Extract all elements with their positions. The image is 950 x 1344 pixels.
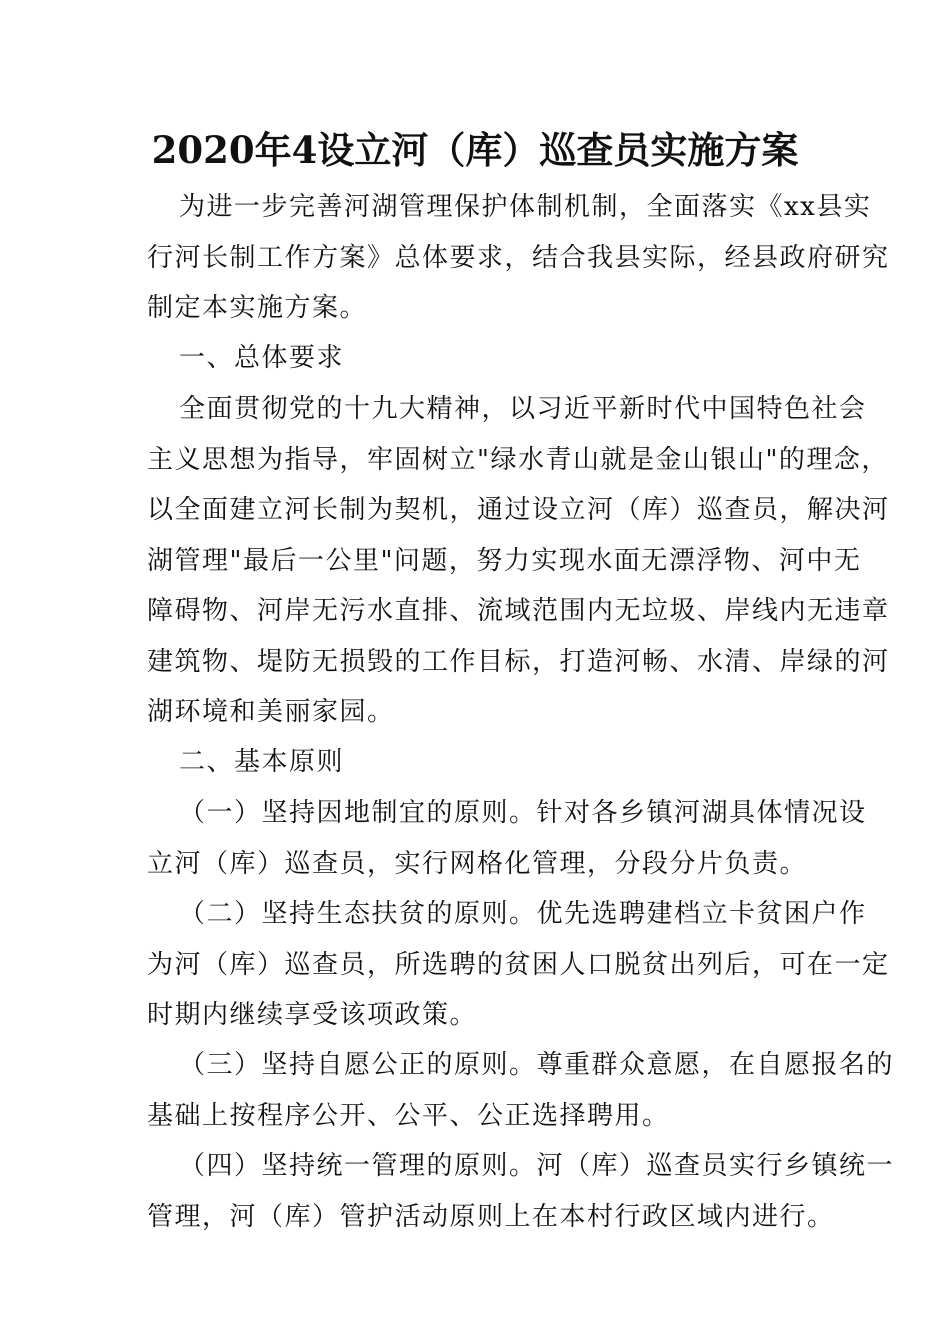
text-line: （三）坚持自愿公正的原则。尊重群众意愿，在自愿报名的 — [179, 1050, 895, 1080]
text-line: 基础上按程序公开、公平、公正选择聘用。 — [147, 1100, 670, 1131]
heading-text: 一、总体要求 — [179, 343, 345, 373]
text-line: 行河长制工作方案》总体要求，结合我县实际，经县政府研究 — [147, 242, 890, 273]
paragraph-principle-4 — [147, 1141, 895, 1242]
text-line: 主义思想为指导，牢固树立"绿水青山就是金山银山"的理念， — [147, 444, 889, 475]
document-title: 2020年4设立河（库）巡查员实施方案 — [151, 128, 799, 172]
paragraph-intro — [147, 182, 890, 334]
section-heading-basic-principles — [147, 737, 817, 788]
section-heading-general-requirements — [147, 333, 817, 384]
text-line: 时期内继续享受该项政策。 — [147, 1000, 478, 1030]
text-line: 障碍物、河岸无污水直排、流域范围内无垃圾、岸线内无违章 — [147, 596, 890, 626]
text-line: 以全面建立河长制为契机，通过设立河（库）巡查员，解决河 — [147, 495, 890, 525]
text-line: 立河（库）巡查员，实行网格化管理，分段分片负责。 — [147, 848, 808, 879]
text-line: 管理，河（库）管护活动原则上在本村行政区域内进行。 — [147, 1201, 835, 1232]
text-line: （四）坚持统一管理的原则。河（库）巡查员实行乡镇统一 — [179, 1151, 895, 1181]
heading-text: 二、基本原则 — [179, 747, 345, 777]
paragraph-principle-3 — [147, 1040, 895, 1141]
paragraph-principle-2 — [147, 889, 890, 1041]
paragraph-principle-1 — [147, 788, 867, 889]
text-line: 湖环境和美丽家园。 — [147, 697, 395, 727]
text-line: 建筑物、堤防无损毁的工作目标，打造河畅、水清、岸绿的河 — [147, 646, 890, 677]
text-line: 为进一步完善河湖管理保护体制机制，全面落实《xx县实 — [179, 192, 872, 222]
text-line: （一）坚持因地制宜的原则。针对各乡镇河湖具体情况设 — [179, 798, 867, 828]
text-line: 全面贯彻党的十九大精神，以习近平新时代中国特色社会 — [179, 394, 867, 424]
text-line: 湖管理"最后一公里"问题，努力实现水面无漂浮物、河中无 — [147, 545, 862, 576]
paragraph-general-requirements — [147, 384, 890, 738]
text-line: 制定本实施方案。 — [147, 293, 368, 323]
text-line: 为河（库）巡查员，所选聘的贫困人口脱贫出列后，可在一定 — [147, 949, 890, 980]
text-line: （二）坚持生态扶贫的原则。优先选聘建档立卡贫困户作 — [179, 899, 867, 929]
